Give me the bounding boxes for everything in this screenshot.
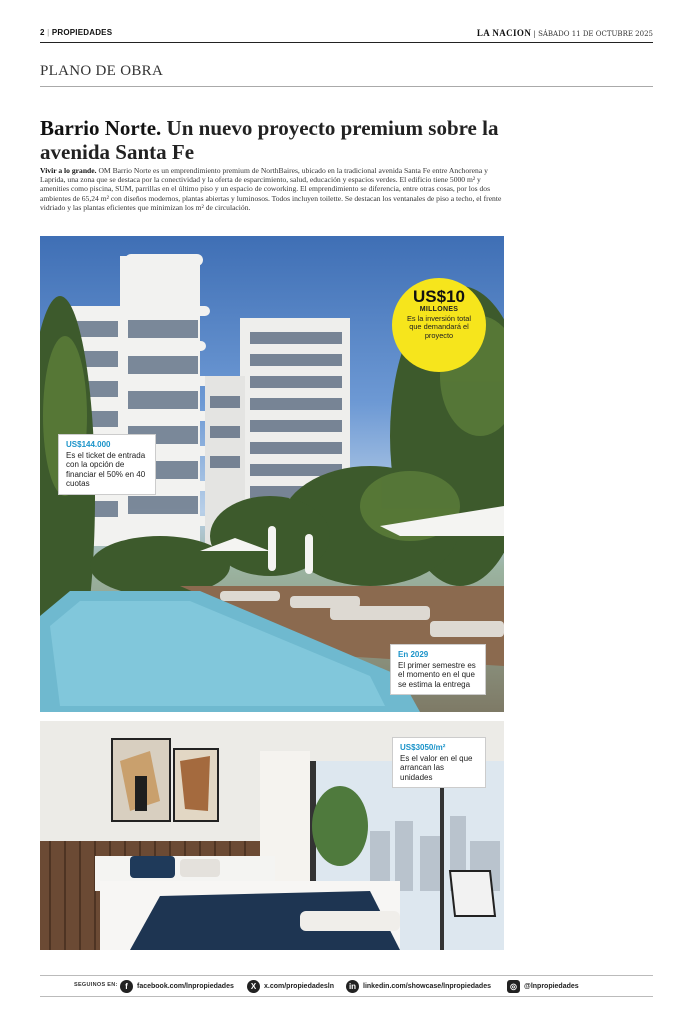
social-handle-facebook: facebook.com/lnpropiedades: [137, 982, 234, 990]
section-rule: [40, 86, 653, 87]
callout-ticket-text: Es el ticket de entrada con la opción de financiar el 50% en 40 cuotas: [66, 450, 146, 488]
badge-description: Es la inversión total que demandará el proyecto: [406, 314, 472, 340]
body-lead: Vivir a lo grande.: [40, 166, 97, 175]
headline-rest: Un nuevo proyecto premium sobre la avenida Santa Fe: [40, 116, 499, 164]
social-handle-x: x.com/propiedadesln: [264, 982, 335, 990]
body-text: OM Barrio Norte es un emprendimiento premium de NorthBaires, ubicado en la tradicional avenida Santa Fe entre Anchorena y Laprida, una zona que se destaca por la conectividad y la oferta de esparcimiento, salud, educación y espacios verdes. El edificio tiene 5000 m² y amenities como piscina, SUM, parrillas en el último piso y un espacio de coworking. El emprendimiento se diferencia, entre otras cosas, por los dos ambientes de 65,24 m² con diseños modernos, plantas abiertas y luminosos. Todos incluyen toilette. Se destacan los ventanales de piso a techo, el frente vidriado y las plantas eficientes que minimizan los m² de circulación.: [40, 166, 502, 212]
header-rule: [40, 42, 653, 43]
social-link-facebook[interactable]: [120, 979, 234, 993]
social-link-instagram[interactable]: [507, 979, 579, 993]
callout-delivery-text: El primer semestre es el momento en el que se estima la entrega: [398, 660, 476, 689]
headline-bold: Barrio Norte.: [40, 116, 162, 140]
brand-name: LA NACION: [476, 28, 532, 38]
investment-badge: [392, 278, 486, 372]
section-label: PROPIEDADES: [51, 28, 113, 37]
footer-rule-top: [40, 975, 653, 976]
callout-price-highlight: US$3050/m²: [400, 743, 446, 752]
x-icon: X: [247, 980, 260, 993]
callout-ticket: [58, 434, 156, 495]
callout-price: [392, 737, 486, 788]
social-handle-instagram: @lnpropiedades: [524, 982, 579, 990]
social-footer: [40, 977, 653, 995]
page-number: 2: [40, 28, 45, 37]
social-link-linkedin[interactable]: [346, 979, 491, 993]
section-title: PLANO DE OBRA: [40, 63, 164, 79]
linkedin-icon: in: [346, 980, 359, 993]
callout-price-text: Es el valor en el que arrancan las unidades: [400, 753, 473, 782]
follow-label: SEGUINOS EN:: [74, 982, 118, 988]
page-header: [40, 28, 653, 42]
article-headline: [40, 116, 540, 164]
issue-date: SÁBADO 11 DE OCTUBRE 2025: [538, 30, 653, 38]
social-handle-linkedin: linkedin.com/showcase/lnpropiedades: [363, 982, 491, 990]
badge-amount: US$10: [413, 287, 465, 306]
social-link-x[interactable]: [247, 979, 334, 993]
header-section: 2 | PROPIEDADES: [40, 28, 113, 37]
footer-rule-bottom: [40, 996, 653, 997]
article-body: [40, 166, 505, 212]
callout-delivery: [390, 644, 486, 695]
callout-ticket-highlight: US$144.000: [66, 440, 111, 449]
instagram-icon: ◎: [507, 980, 520, 993]
header-brand-date: LA NACION | SÁBADO 11 DE OCTUBRE 2025: [476, 28, 653, 38]
callout-delivery-highlight: En 2029: [398, 650, 429, 659]
facebook-icon: f: [120, 980, 133, 993]
badge-unit: MILLONES: [419, 306, 459, 313]
